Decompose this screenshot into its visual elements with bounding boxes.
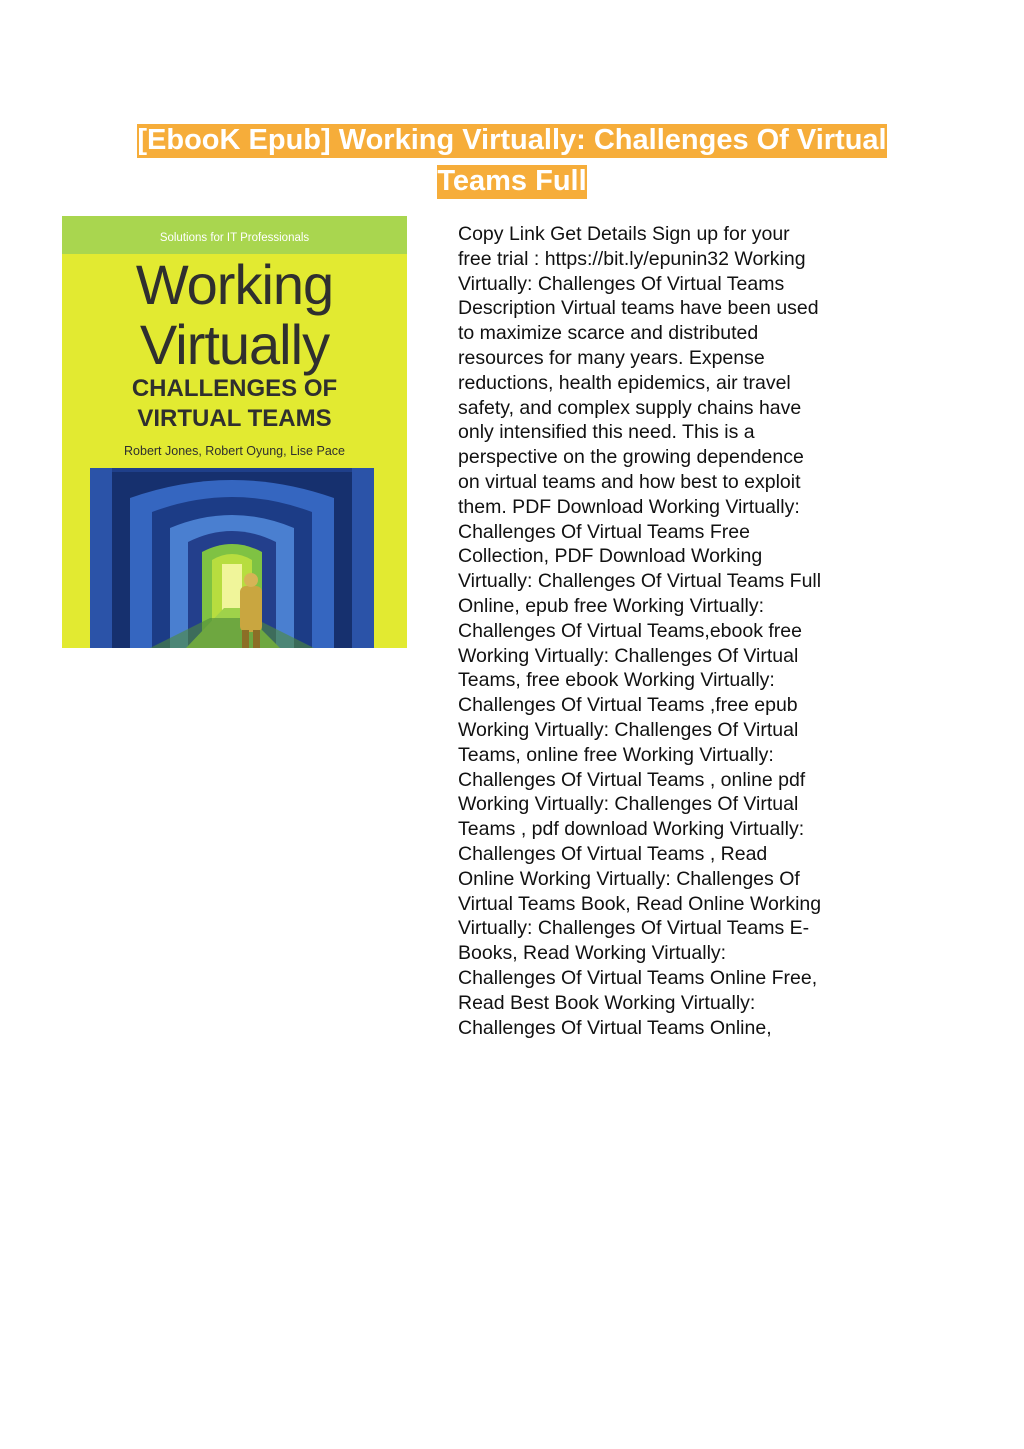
description-text: Copy Link Get Details Sign up for your free trial : https://bit.ly/epunin32 Working Virtually: Challenges Of Virtual Teams Description Virtual teams have been used to maximize scarce and distributed resources for many years. Expense reductions, health epidemics, air travel safety, and complex supply chains have only intensified this need. This is a perspective on the growing dependence on virtual teams and how best to exploit them. PDF Download Working Virtually: Challenges Of Virtual Teams Free Collection, PDF Download Working Virtually: Challenges Of Virtual Teams Full Online, epub free Working Virtually: Challenges Of Virtual Teams,ebook free Working Virtually: Challenges Of Virtual Teams, free ebook Working Virtually: Challenges Of Virtual Teams ,free epub Working Virtually: Challenges Of Virtual Teams, online free Working Virtually: Challenges Of Virtual Teams , online pdf Working Virtually: Challenges Of Virtual Teams , pdf download Working Virtually: Challenges Of Virtual Teams , Read Online Working Virtually: Challenges Of Virtual Teams Book, Read Online Working Virtually: Challenges Of Virtual Teams E-Books, Read Working Virtually: Challenges Of Virtual Teams Online Free, Read Best Book Working Virtually: Challenges Of Virtual Teams Online, [458,223,822,1039]
cover-subtitle-line1: CHALLENGES OF [131,375,338,402]
page-title-text: [EbooK Epub] Working Virtually: Challenges Of Virtual Teams Full [137,124,887,197]
corridor-illustration [90,468,374,648]
cover-authors: Robert Jones, Robert Oyung, Lise Pace [124,444,345,458]
page-title [98,122,926,204]
cover-title-line1: Working [135,253,334,316]
cover-title-line2: Virtually [139,313,330,376]
book-cover-image [62,216,407,648]
cover-subtitle-line2: VIRTUAL TEAMS [137,405,332,432]
cover-top-label: Solutions for IT Professionals [62,216,407,254]
